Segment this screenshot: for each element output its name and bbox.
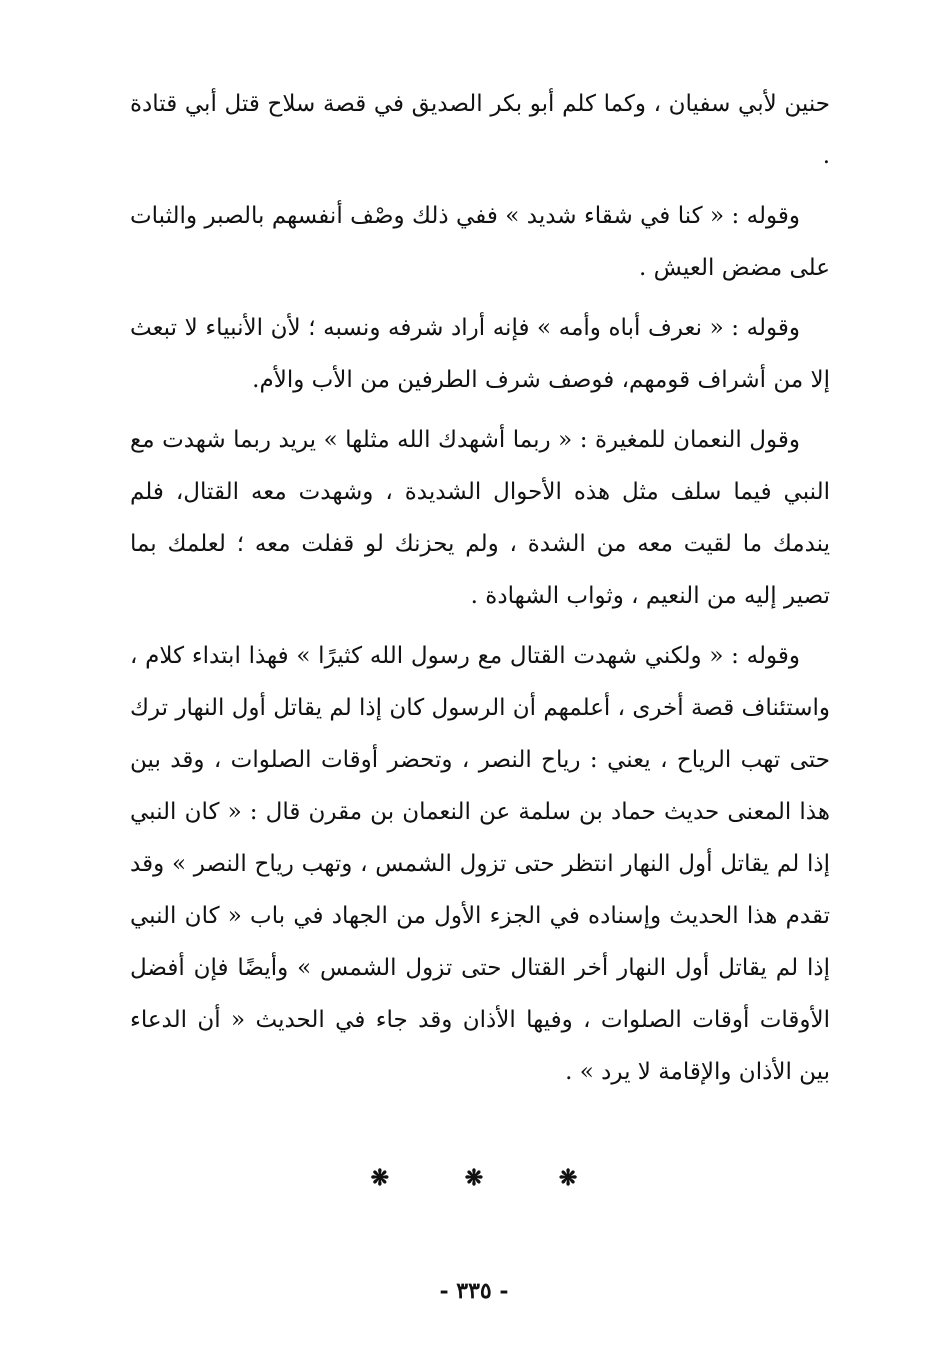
- paragraph-5: وقوله : « ولكني شهدت القتال مع رسول الله كثيرًا » فهذا ابتداء كلام ، واستئناف قصة أخرى ، أعلمهم أن الرسول كان إذا لم يقاتل أول النهار ترك حتى تهب الرياح ، يعني : رياح النصر ، وتحضر أوقات الصلوات ، وقد بين هذا المعنى حديث حماد بن سلمة عن النعمان بن مقرن قال : « كان النبي إذا لم يقاتل أول النهار انتظر حتى تزول الشمس ، وتهب رياح النصر » وقد تقدم هذا الحديث وإسناده في الجزء الأول من الجهاد في باب « كان النبي إذا لم يقاتل أول النهار أخر القتال حتى تزول الشمس » وأيضًا فإن أفضل الأوقات أوقات الصلوات ، وفيها الأذان وقد جاء في الحديث « أن الدعاء بين الأذان والإقامة لا يرد » .: [129, 643, 830, 1085]
- page-body: [130, 78, 830, 1106]
- asterisk-ornament-icon: ❋: [370, 1165, 390, 1191]
- section-separator: [0, 1165, 948, 1191]
- paragraph-1: حنين لأبي سفيان ، وكما كلم أبو بكر الصديق في قصة سلاح قتل أبي قتادة .: [130, 91, 830, 169]
- page-number: - ٣٣٥ -: [439, 1278, 509, 1304]
- paragraph-2: وقوله : « كنا في شقاء شديد » ففي ذلك وصْف أنفسهم بالصبر والثبات على مضض العيش .: [130, 203, 830, 281]
- asterisk-ornament-icon: ❋: [558, 1165, 578, 1191]
- paragraph-4: وقول النعمان للمغيرة : « ربما أشهدك الله مثلها » يريد ربما شهدت مع النبي فيما سلف مثل هذه الأحوال الشديدة ، وشهدت معه القتال، فلم يندمك ما لقيت معه من الشدة ، ولم يحزنك لو قفلت معه ؛ لعلمك بما تصير إليه من النعيم ، وثواب الشهادة .: [130, 427, 830, 609]
- asterisk-ornament-icon: ❋: [464, 1165, 484, 1191]
- paragraph-3: وقوله : « نعرف أباه وأمه » فإنه أراد شرفه ونسبه ؛ لأن الأنبياء لا تبعث إلا من أشراف قومهم، فوصف شرف الطرفين من الأب والأم.: [130, 315, 830, 393]
